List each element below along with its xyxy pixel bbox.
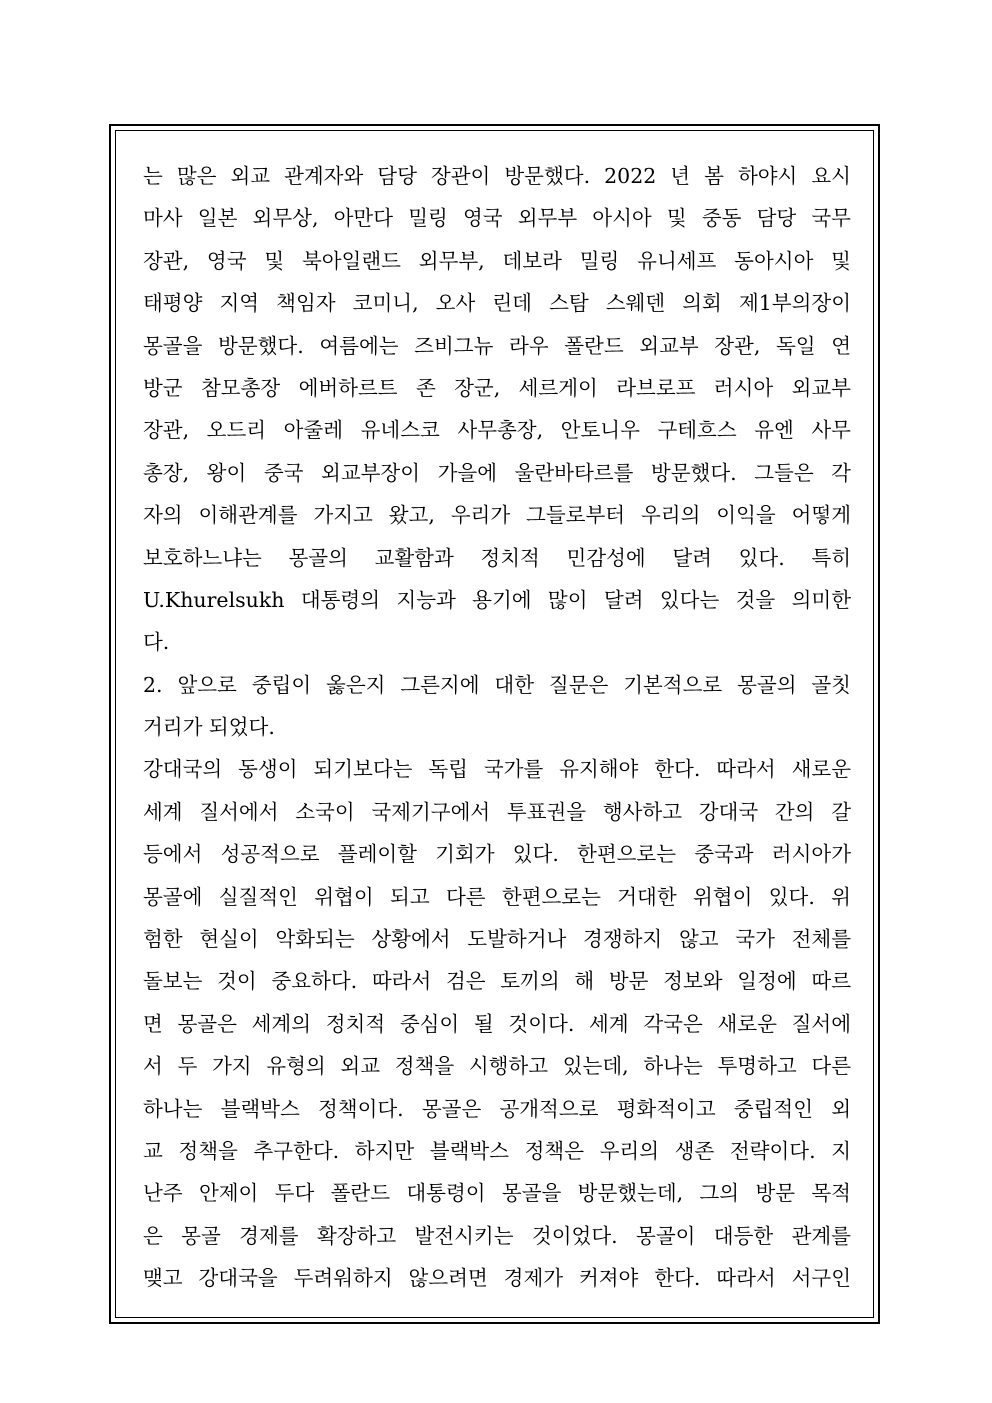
text-line: 맺고 강대국을 두려워하지 않으려면 경제가 커져야 한다. 따라서 서구인 xyxy=(143,1266,851,1291)
text-line: 거리가 되었다. xyxy=(143,715,275,740)
text-line: 몽골에 실질적인 위협이 되고 다른 한편으로는 거대한 위협이 있다. 위 xyxy=(143,884,851,909)
text-line: 2. 앞으로 중립이 옳은지 그른지에 대한 질문은 기본적으로 몽골의 골칫 xyxy=(143,672,851,697)
text-line: 장관, 영국 및 북아일랜드 외무부, 데보라 밀링 유니세프 동아시아 및 xyxy=(143,248,851,273)
text-line: 총장, 왕이 중국 외교부장이 가을에 울란바타르를 방문했다. 그들은 각 xyxy=(143,460,851,485)
text-line: 은 몽골 경제를 확장하고 발전시키는 것이었다. 몽골이 대등한 관계를 xyxy=(143,1223,851,1248)
text-line: U.Khurelsukh 대통령의 지능과 용기에 많이 달려 있다는 것을 의미한 xyxy=(143,587,851,612)
text-line: 돌보는 것이 중요하다. 따라서 검은 토끼의 해 방문 정보와 일정에 따르 xyxy=(143,969,851,994)
text-line: 장관, 오드리 아줄레 유네스코 사무총장, 안토니우 구테흐스 유엔 사무 xyxy=(143,418,851,443)
text-line: 세계 질서에서 소국이 국제기구에서 투표권을 행사하고 강대국 간의 갈 xyxy=(143,799,851,824)
text-line: 등에서 성공적으로 플레이할 기회가 있다. 한편으로는 중국과 러시아가 xyxy=(143,842,851,867)
text-line: 마사 일본 외무상, 아만다 밀링 영국 외무부 아시아 및 중동 담당 국무 xyxy=(143,206,851,231)
text-line: 하나는 블랙박스 정책이다. 몽골은 공개적으로 평화적이고 중립적인 외 xyxy=(143,1096,851,1121)
text-line: 는 많은 외교 관계자와 담당 장관이 방문했다. 2022 년 봄 하야시 요시 xyxy=(143,164,851,188)
text-line: 몽골을 방문했다. 여름에는 즈비그뉴 라우 폴란드 외교부 장관, 독일 연 xyxy=(143,333,851,358)
text-line: 서 두 가지 유형의 외교 정책을 시행하고 있는데, 하나는 투명하고 다른 xyxy=(143,1054,851,1079)
document-body xyxy=(143,155,851,1300)
text-line: 면 몽골은 세계의 정치적 중심이 될 것이다. 세계 각국은 새로운 질서에 xyxy=(143,1011,851,1036)
text-line: 보호하느냐는 몽골의 교활함과 정치적 민감성에 달려 있다. 특히 xyxy=(143,545,851,570)
text-line: 강대국의 동생이 되기보다는 독립 국가를 유지해야 한다. 따라서 새로운 xyxy=(143,757,851,782)
text-line: 태평양 지역 책임자 코미니, 오사 린데 스탐 스웨덴 의회 제1부의장이 xyxy=(143,291,851,316)
text-line: 자의 이해관계를 가지고 왔고, 우리가 그들로부터 우리의 이익을 어떻게 xyxy=(143,503,851,528)
text-line: 다. xyxy=(143,630,170,655)
text-line: 험한 현실이 악화되는 상황에서 도발하거나 경쟁하지 않고 국가 전체를 xyxy=(143,927,851,952)
text-line: 교 정책을 추구한다. 하지만 블랙박스 정책은 우리의 생존 전략이다. 지 xyxy=(143,1138,851,1163)
text-line: 난주 안제이 두다 폴란드 대통령이 몽골을 방문했는데, 그의 방문 목적 xyxy=(143,1181,851,1206)
text-line: 방군 참모총장 에버하르트 존 장군, 세르게이 라브로프 러시아 외교부 xyxy=(143,375,851,400)
